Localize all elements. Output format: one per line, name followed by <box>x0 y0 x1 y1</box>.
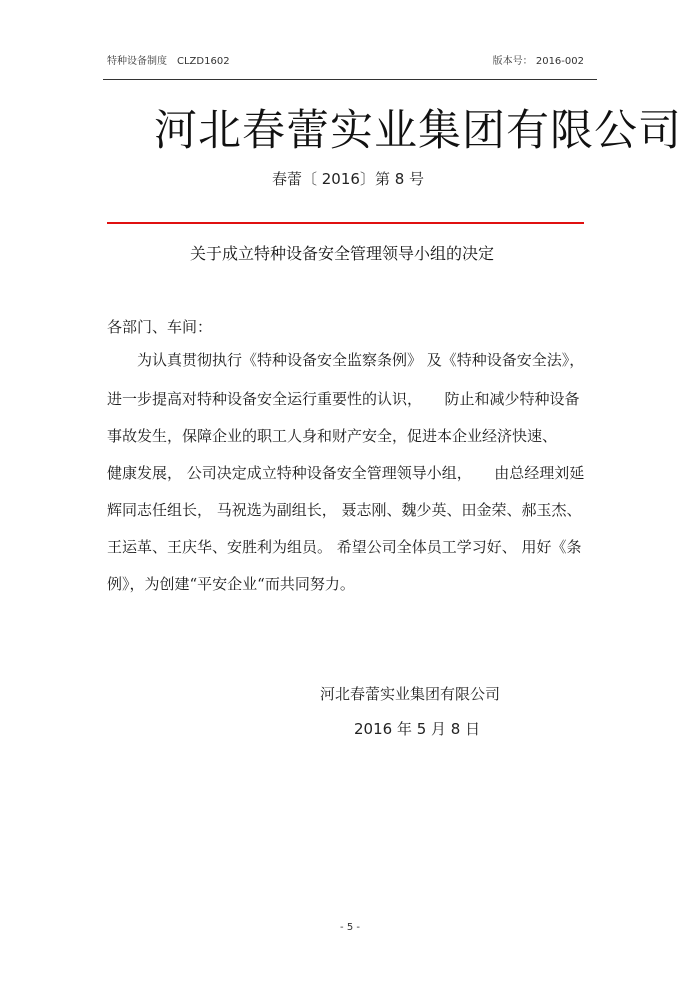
body-line: 为认真贯彻执行《特种设备安全监察条例》 及《特种设备安全法》， <box>107 351 585 369</box>
body-line: 进一步提高对特种设备安全运行重要性的认识， 防止和减少特种设备 <box>107 390 580 408</box>
body-line: 例》，为创建“平安企业“而共同努力。 <box>107 575 355 593</box>
body-line: 事故发生，保障企业的职工人身和财产安全，促进本企业经济快速、 <box>107 427 558 445</box>
red-divider <box>107 222 584 224</box>
header-version: 版本号： 2016-002 <box>492 56 584 67</box>
body-line: 健康发展， 公司决定成立特种设备安全管理领导小组， 由总经理刘延 <box>107 464 585 482</box>
signature-date: 2016 年 5 月 8 日 <box>354 720 481 738</box>
signature-organization: 河北春蕾实业集团有限公司 <box>320 685 501 703</box>
salutation: 各部门、车间： <box>107 318 213 336</box>
body-line: 王运革、王庆华、安胜利为组员。 希望公司全体员工学习好、 用好《条 <box>107 538 582 556</box>
header-divider <box>103 79 597 80</box>
page-number: - 5 - <box>340 922 360 933</box>
header-doc-code: 特种设备制度 CLZD1602 <box>107 56 230 67</box>
document-title: 关于成立特种设备安全管理领导小组的决定 <box>190 244 495 263</box>
document-number: 春蕾〔 2016〕第 8 号 <box>272 170 425 188</box>
organization-title: 河北春蕾实业集团有限公司 <box>154 106 682 156</box>
body-line: 辉同志任组长， 马祝选为副组长， 聂志刚、魏少英、田金荣、郝玉杰、 <box>107 501 582 519</box>
